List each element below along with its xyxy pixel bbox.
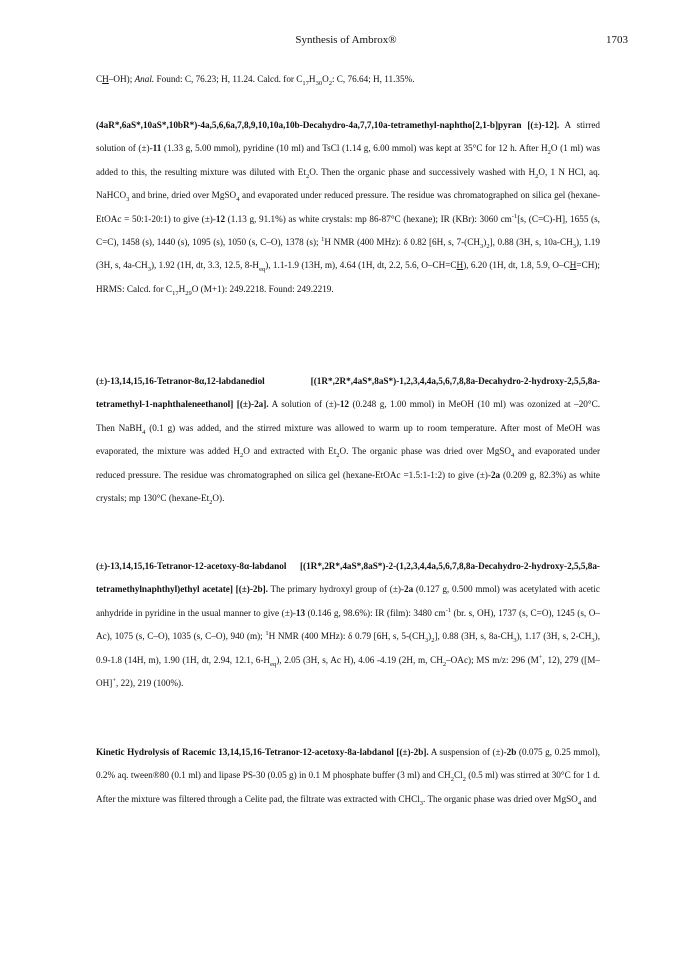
running-head-title: Synthesis of Ambrox®: [295, 34, 397, 46]
section-title: (±)-13,14,15,16-Tetranor-12-acetoxy-8α-labdanol [(1R*,2R*,4aS*,8aS*)-2-(1,2,3,4,4a,5,6,7,8,8a-Decahydro-2-hydroxy-2,5,5,8a-tetramethylnaphthyl)ethyl acetate] [(±)-2b].: [96, 561, 600, 595]
section-title: (4aR*,6aS*,10aS*,10bR*)-4a,5,6,6a,7,8,9,10,10a,10b-Decahydro-4a,7,7,10a-tetramethyl-naphtho[2,1-b]pyran [(±)-12].: [96, 120, 560, 130]
section-title: Kinetic Hydrolysis of Racemic 13,14,15,16-Tetranor-12-acetoxy-8a-labdanol [(±)-2b].: [96, 747, 429, 757]
section-title: (±)-13,14,15,16-Tetranor-8α,12-labdanediol [(1R*,2R*,4aS*,8aS*)-1,2,3,4,4a,5,6,7,8,8a-Decahydro-2-hydroxy-2,5,5,8a-tetramethyl-1-naphthaleneethanol] [(±)-2a].: [96, 376, 600, 410]
page-number: 1703: [606, 34, 628, 46]
section-acetate-2b: (±)-13,14,15,16-Tetranor-12-acetoxy-8α-labdanol [(1R*,2R*,4aS*,8aS*)-2-(1,2,3,4,4a,5,6,7,8,8a-Decahydro-2-hydroxy-2,5,5,8a-tetramethylnaphthyl)ethyl acetate] [(±)-2b]. The primary hydroxyl group of (±)-2a (0.127 g, 0.500 mmol) was acetylated with acetic anhydride in pyridine in the usual manner to give (±)-13 (0.146 g, 98.6%): IR (film): 3480 $cm^{-1}$ (br. s, OH), 1737 (s, C=O), 1245 (s, O–Ac), 1075 (s, C–O), 1035 (s, C–O), 940 (m); $^1$H NMR (400 MHz): δ 0.79 [6H, s, $5-(CH_3)_2$], 0.88 (3H, s, $8a-CH_3$), 1.17 (3H, s, $2-CH_3$), 0.9-1.8 (14H, m), 1.90 (1H, dt, 2.94, 12.1, $6-H_{eq}$), 2.05 (3H, s, Ac H), 4.06 -4.19 (2H, m, $CH_2-OAc$); MS m/z: 296 (M+, 12), 279 ([M–OH]+, 22), 219 (100%).: [96, 561, 601, 689]
section-diol-2a: (±)-13,14,15,16-Tetranor-8α,12-labdanediol [(1R*,2R*,4aS*,8aS*)-1,2,3,4,4a,5,6,7,8,8a-Decahydro-2-hydroxy-2,5,5,8a-tetramethyl-1-naphthaleneethanol] [(±)-2a]. A solution of (±)-12 (0.248 g, 1.00 mmol) in MeOH (10 ml) was ozonized at –20°C. Then NaBH$_4$ (0.1 g) was added, and the stirred mixture was allowed to warm up to room temperature. After most of MeOH was evaporated, the mixture was added $H_2O$ and extracted with $Et_2O$. The organic phase was dried over MgSO$_4$ and evaporated under reduced pressure. The residue was chromatographed on silica gel (hexane-EtOAc =1.5:1-1:2) to give (±)-2a (0.209 g, 82.3%) as white crystals; mp 130°C $(hexane-Et_2O)$.: [96, 376, 601, 506]
section-pyran-12: (4aR*,6aS*,10aS*,10bR*)-4a,5,6,6a,7,8,9,10,10a,10b-Decahydro-4a,7,7,10a-tetramethyl-naphtho[2,1-b]pyran [(±)-12]. A stirred solution of (±)-11 (1.33 g, 5.00 mmol), pyridine (10 ml) and TsCl (1.14 g, 6.00 mmol) was kept at 35°C for 12 h. After $H_2O$ (1 ml) was added to this, the resulting mixture was diluted with $Et_2O$. Then the organic phase and successively washed with $H_2O$, 1 N HCl, aq. NaHCO$_3$ and brine, dried over MgSO$_4$ and evaporated under reduced pressure. The residue was chromatographed on silica gel (hexane-EtOAc = 50:1-20:1) to give (±)-12 (1.13 g, 91.1%) as white crystals: mp 86-87°C (hexane); IR (KBr): 3060 $cm^{-1}[s$, (C=C)-H], 1655 (s, C=C), 1458 (s), 1440 (s), 1095 (s), 1050 (s, C–O), 1378 (s); $^1$H NMR (400 MHz): δ 0.82 [6H, s, $7-(CH_3)_2$], 0.88 (3H, s, $10a-CH_3$), 1.19 (3H, s, $4a-CH_3$), 1.92 (1H, dt, 3.3, 12.5, $8-H_{eq}$), 1.1-1.9 (13H, m), 4.64 (1H, dt, 2.2, 5.6, O–CH=CH), 6.20 (1H, dt, 1.8, 5.9, O–CH=CH); HRMS: Calcd. for $C_{17}H_{29}O$ (M+1): 249.2218. Found: 249.2219.: [96, 120, 601, 297]
continued-paragraph: CH–OH); Anal. Found: C, 76.23; H, 11.24. Calcd. for $C_{17}H_{30}O_2$: C, 76.64; H, 11.35%.: [96, 74, 415, 87]
running-head: [0, 34, 692, 50]
section-kinetic-hydrolysis: Kinetic Hydrolysis of Racemic 13,14,15,16-Tetranor-12-acetoxy-8a-labdanol [(±)-2b]. A suspension of (±)-2b (0.075 g, 0.25 mmol), 0.2% aq. tween®80 (0.1 ml) and lipase PS-30 (0.05 g) in 0.1 M phosphate buffer (3 ml) and $CH_2Cl_2$ (0.5 ml) was stirred at 30°C for 1 d. After the mixture was filtered through a Celite pad, the filtrate was extracted with CHCl$_3$. The organic phase was dried over MgSO$_4$ and: [96, 747, 600, 807]
